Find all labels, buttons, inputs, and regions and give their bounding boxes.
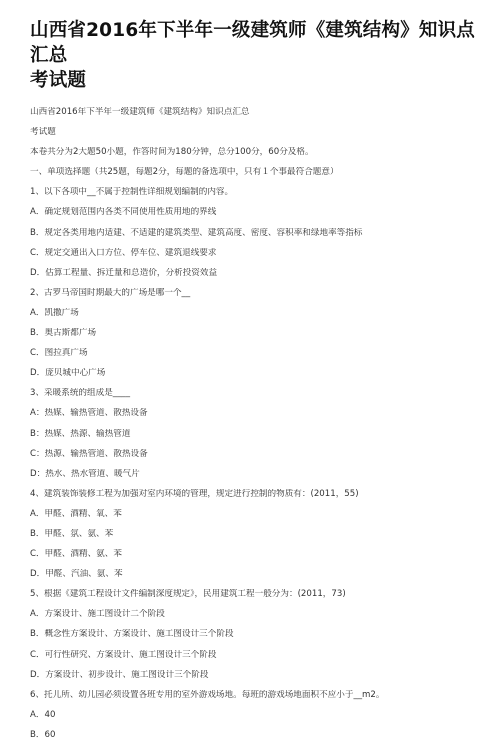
text-line: 2、古罗马帝国时期最大的广场是哪一个__ [30, 287, 191, 298]
text-line: C．甲醛、酒精、氨、苯 [30, 549, 122, 560]
text-line: A．凯撒广场 [30, 307, 79, 318]
text-line: B．60 [30, 729, 56, 740]
text-line: 考试题 [30, 127, 56, 138]
text-line: D．估算工程量、拆迁量和总造价，分析投资效益 [30, 267, 218, 278]
text-line: B．甲醛、氛、氨、苯 [30, 528, 114, 539]
text-line: D．方案设计、初步设计、施工图设计三个阶段 [30, 669, 209, 680]
text-line: A．方案设计、施工图设计二个阶段 [30, 609, 165, 620]
text-line: 5、根据《建筑工程设计文件编制深度规定》，民用建筑工程一般分为：(2011，73) [30, 589, 346, 600]
text-line: C：热源、输热管道、散热设备 [30, 448, 148, 459]
text-line: 3、采暖系统的组成是____ [30, 388, 130, 399]
title-line-2: 考试题 [30, 70, 87, 91]
text-line: 6、托儿所、幼儿园必须设置各班专用的室外游戏场地。每班的游戏场地面积不应小于__m2。 [30, 689, 385, 700]
document-body [30, 107, 480, 741]
text-line: B．奥古斯都广场 [30, 328, 97, 339]
text-line: 一、单项选择题（共25题，每题2分，每题的备选项中，只有１个事最符合题意） [30, 167, 339, 178]
text-line: 4、建筑装饰装修工程为加强对室内环境的管理，规定进行控制的物质有：(2011，55) [30, 488, 359, 499]
document-title [30, 18, 480, 93]
text-line: A：热媒、输热管道、散热设备 [30, 408, 148, 419]
text-line: C．图拉真广场 [30, 348, 88, 359]
title-line-1: 山西省2016年下半年一级建筑师《建筑结构》知识点汇总 [30, 20, 475, 66]
text-line: D．甲醛、汽油、氨、苯 [30, 569, 123, 580]
text-line: B．概念性方案设计、方案设计、施工图设计三个阶段 [30, 629, 234, 640]
text-line: C．规定交通出入口方位、停车位、建筑退线要求 [30, 247, 217, 258]
text-line: D：热水、热水管道、暖气片 [30, 468, 140, 479]
text-line: A．甲醛、酒精、氧、苯 [30, 508, 122, 519]
text-line: D．庞贝城中心广场 [30, 368, 106, 379]
text-line: B．规定各类用地内适建、不适建的建筑类型、建筑高度、密度、容积率和绿地率等指标 [30, 227, 363, 238]
text-line: B：热媒、热源、输热管道 [30, 428, 131, 439]
text-line: C．可行性研究、方案设计、施工图设计三个阶段 [30, 649, 217, 660]
text-line: A．40 [30, 709, 56, 720]
text-line: 山西省2016年下半年一级建筑师《建筑结构》知识点汇总 [30, 107, 250, 117]
text-line: 1、以下各项中__不属于控制性详细规划编制的内容。 [30, 187, 234, 198]
text-line: 本卷共分为2大题50小题，作答时间为180分钟，总分100分，60分及格。 [30, 147, 314, 158]
text-line: A．确定规划范围内各类不同使用性质用地的界线 [30, 207, 217, 218]
